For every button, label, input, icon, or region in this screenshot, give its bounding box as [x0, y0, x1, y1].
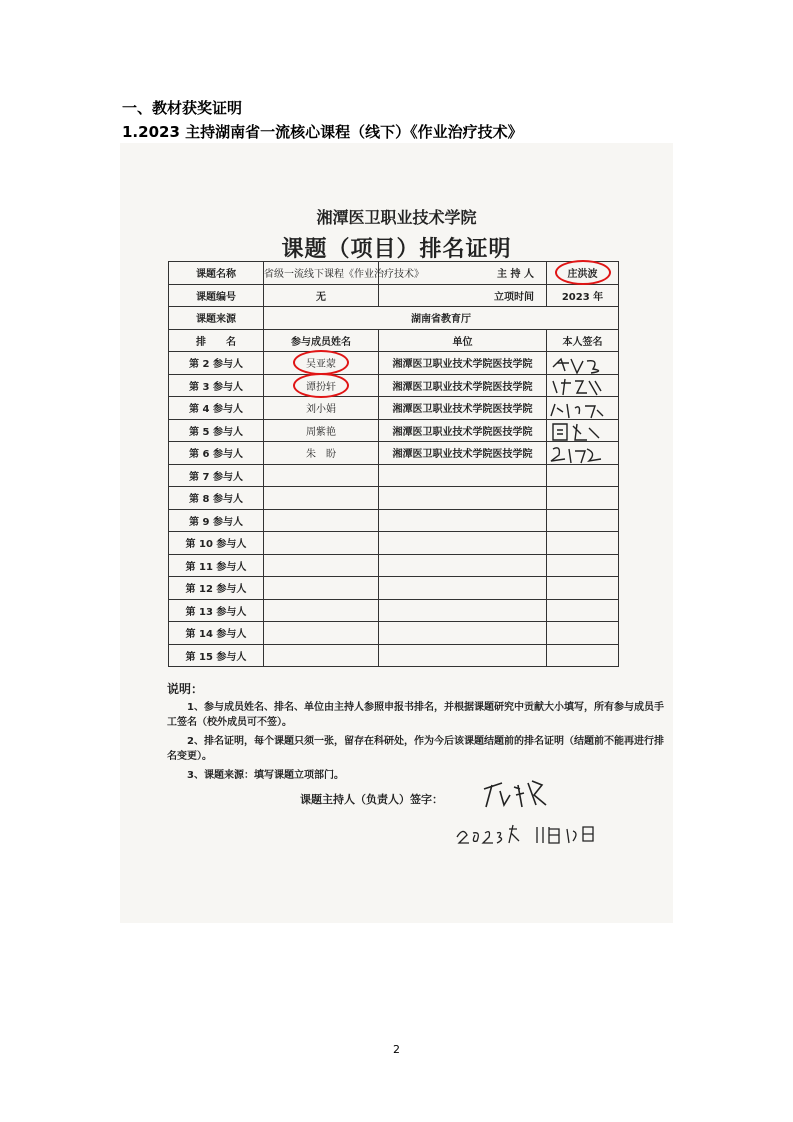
member-unit — [379, 622, 547, 645]
member-name-cell — [264, 644, 379, 667]
member-signature-cell — [547, 352, 619, 375]
member-name: 吴亚蒙 — [303, 355, 339, 370]
member-row — [169, 577, 619, 600]
subsection-heading: 1.2023 主持湖南省一流核心课程（线下）《作业治疗技术》 — [122, 123, 523, 141]
member-row — [169, 554, 619, 577]
source-value: 湖南省教育厅 — [264, 307, 619, 330]
notes-title: 说明： — [167, 682, 204, 696]
member-rank: 第 4 参与人 — [169, 397, 264, 420]
header-row — [169, 329, 619, 352]
member-row — [169, 622, 619, 645]
member-signature — [547, 398, 615, 418]
member-name: 刘小娟 — [306, 404, 336, 416]
member-rank: 第 11 参与人 — [169, 554, 264, 577]
info-row-2 — [169, 284, 619, 307]
start-time-value: 2023 年 — [547, 284, 619, 307]
member-unit — [379, 487, 547, 510]
member-unit: 湘潭医卫职业技术学院医技学院 — [379, 397, 547, 420]
member-signature-cell — [547, 599, 619, 622]
member-row — [169, 419, 619, 442]
member-unit — [379, 554, 547, 577]
member-signature-cell — [547, 419, 619, 442]
member-row — [169, 532, 619, 555]
member-name-cell — [264, 464, 379, 487]
member-signature-cell — [547, 374, 619, 397]
member-signature-cell — [547, 509, 619, 532]
member-unit — [379, 532, 547, 555]
member-signature — [547, 353, 615, 373]
member-name-cell — [264, 352, 379, 375]
project-name-label: 课题名称 — [169, 262, 264, 285]
member-rank: 第 10 参与人 — [169, 532, 264, 555]
member-signature — [547, 375, 615, 395]
host-signature — [480, 775, 570, 813]
member-name: 周紫艳 — [306, 426, 336, 438]
section-heading: 一、教材获奖证明 — [122, 99, 243, 117]
institution-name: 湘潭医卫职业技术学院 — [316, 208, 477, 227]
member-unit — [379, 509, 547, 532]
member-rank: 第 8 参与人 — [169, 487, 264, 510]
column-header: 单位 — [379, 329, 547, 352]
member-row — [169, 644, 619, 667]
member-row — [169, 464, 619, 487]
member-unit: 湘潭医卫职业技术学院医技学院 — [379, 442, 547, 465]
member-signature-cell — [547, 577, 619, 600]
member-signature-cell — [547, 464, 619, 487]
member-signature-cell — [547, 644, 619, 667]
member-name-cell — [264, 577, 379, 600]
member-rank: 第 9 参与人 — [169, 509, 264, 532]
project-no-value: 无 — [264, 284, 379, 307]
member-signature-cell — [547, 622, 619, 645]
member-unit — [379, 577, 547, 600]
info-row-3 — [169, 307, 619, 330]
member-name-cell — [264, 419, 379, 442]
member-rank: 第 3 参与人 — [169, 374, 264, 397]
member-row — [169, 487, 619, 510]
member-row — [169, 509, 619, 532]
member-rank: 第 13 参与人 — [169, 599, 264, 622]
member-name: 谭扮轩 — [303, 378, 339, 393]
member-row — [169, 374, 619, 397]
member-unit — [379, 599, 547, 622]
member-name-cell — [264, 374, 379, 397]
info-row-1 — [169, 262, 619, 285]
member-unit — [379, 464, 547, 487]
member-unit: 湘潭医卫职业技术学院医技学院 — [379, 352, 547, 375]
member-name: 朱 盼 — [306, 449, 336, 461]
member-signature-cell — [547, 554, 619, 577]
ranking-table — [168, 261, 619, 667]
member-rank: 第 14 参与人 — [169, 622, 264, 645]
member-name-cell — [264, 622, 379, 645]
member-signature-cell — [547, 442, 619, 465]
handwritten-date — [455, 819, 595, 849]
host-label: 主 持 人 — [379, 262, 547, 285]
member-signature — [547, 420, 615, 440]
member-signature-cell — [547, 397, 619, 420]
member-name-cell — [264, 599, 379, 622]
member-name-cell — [264, 397, 379, 420]
member-signature-cell — [547, 532, 619, 555]
member-name-cell — [264, 487, 379, 510]
member-unit — [379, 644, 547, 667]
member-row — [169, 599, 619, 622]
project-name-value: 省级一流线下课程《作业治疗技术》 — [264, 262, 379, 285]
certificate-title: 课题（项目）排名证明 — [281, 237, 512, 262]
host-value-cell — [547, 262, 619, 285]
member-rank: 第 15 参与人 — [169, 644, 264, 667]
member-rank: 第 12 参与人 — [169, 577, 264, 600]
certificate-scan — [120, 143, 673, 923]
member-row — [169, 397, 619, 420]
source-label: 课题来源 — [169, 307, 264, 330]
member-unit: 湘潭医卫职业技术学院医技学院 — [379, 374, 547, 397]
member-name-cell — [264, 509, 379, 532]
member-signature-cell — [547, 487, 619, 510]
note-2: 2、排名证明，每个课题只须一张，留存在科研处，作为今后该课题结题前的排名证明（结题前不能再进行排名变更）。 — [167, 736, 664, 762]
host-sign-label: 课题主持人（负责人）签字： — [300, 793, 443, 806]
start-time-label: 立项时间 — [379, 284, 547, 307]
member-name-cell — [264, 554, 379, 577]
member-rank: 第 5 参与人 — [169, 419, 264, 442]
column-header: 参与成员姓名 — [264, 329, 379, 352]
member-row — [169, 352, 619, 375]
note-3: 3、课题来源：填写课题立项部门。 — [187, 770, 344, 781]
column-header: 本人签名 — [547, 329, 619, 352]
member-name-cell — [264, 442, 379, 465]
member-rank: 第 6 参与人 — [169, 442, 264, 465]
project-no-label: 课题编号 — [169, 284, 264, 307]
member-rank: 第 7 参与人 — [169, 464, 264, 487]
member-signature — [547, 443, 615, 463]
member-rank: 第 2 参与人 — [169, 352, 264, 375]
note-1: 1、参与成员姓名、排名、单位由主持人参照申报书排名，并根据课题研究中贡献大小填写，所有参与成员手工签名（校外成员可不签）。 — [167, 702, 664, 728]
member-row — [169, 442, 619, 465]
column-header: 排 名 — [169, 329, 264, 352]
member-name-cell — [264, 532, 379, 555]
page-number: 2 — [393, 1043, 400, 1056]
member-unit: 湘潭医卫职业技术学院医技学院 — [379, 419, 547, 442]
host-name: 庄洪波 — [565, 265, 601, 280]
